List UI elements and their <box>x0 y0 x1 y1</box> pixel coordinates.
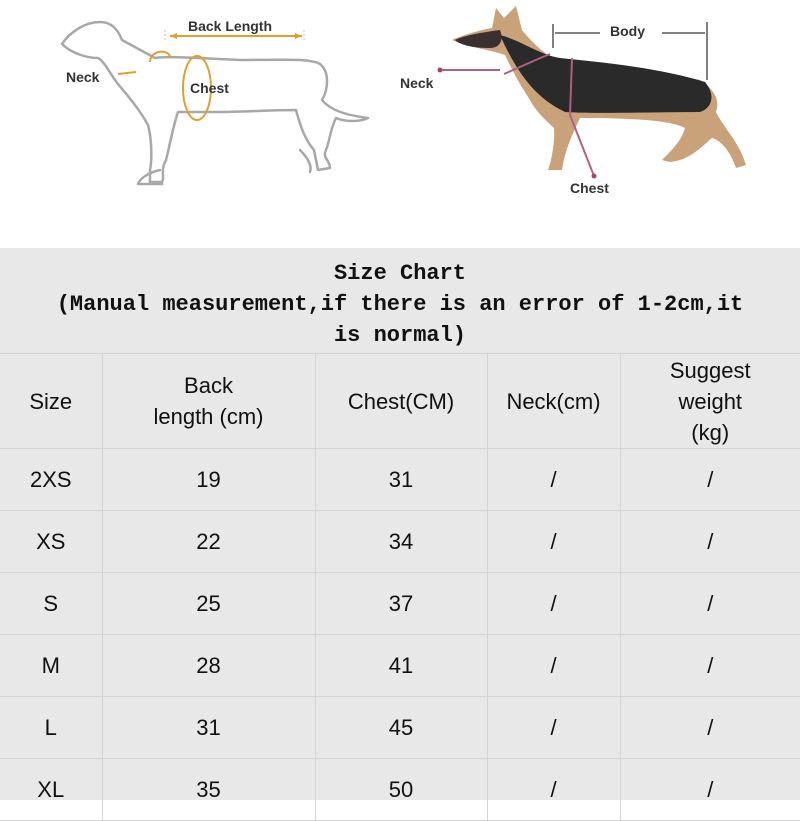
cell-weight: / <box>620 759 800 821</box>
chart-note-line2: is normal) <box>333 323 467 348</box>
table-row <box>0 573 800 635</box>
cell-back-length: 25 <box>102 573 315 635</box>
cell-chest: 31 <box>315 449 487 511</box>
cell-weight: / <box>620 573 800 635</box>
table-row <box>0 511 800 573</box>
back-length-label: Back Length <box>188 18 273 34</box>
size-table <box>0 354 800 821</box>
table-row <box>0 697 800 759</box>
cell-back-length: 35 <box>102 759 315 821</box>
cell-size: 2XS <box>0 449 102 511</box>
measurement-diagrams <box>0 0 800 248</box>
neck-label-right: Neck <box>400 75 434 91</box>
cell-weight: / <box>620 511 800 573</box>
chest-label-left: Chest <box>190 80 229 96</box>
cell-size: XL <box>0 759 102 821</box>
cell-weight: / <box>620 449 800 511</box>
cell-weight: / <box>620 635 800 697</box>
cell-neck: / <box>487 449 620 511</box>
cell-weight: / <box>620 697 800 759</box>
table-header-row <box>0 354 800 449</box>
cell-size: M <box>0 635 102 697</box>
cell-back-length: 31 <box>102 697 315 759</box>
cell-size: S <box>0 573 102 635</box>
cell-back-length: 22 <box>102 511 315 573</box>
cell-neck: / <box>487 635 620 697</box>
cell-neck: / <box>487 573 620 635</box>
header-back-length: Back length (cm) <box>102 354 315 449</box>
cell-size: L <box>0 697 102 759</box>
header-neck: Neck(cm) <box>487 354 620 449</box>
chest-label-right: Chest <box>570 180 609 196</box>
header-size: Size <box>0 354 102 449</box>
table-row <box>0 759 800 821</box>
header-weight: Suggest weight (kg) <box>620 354 800 449</box>
cell-chest: 37 <box>315 573 487 635</box>
cell-neck: / <box>487 511 620 573</box>
cell-neck: / <box>487 697 620 759</box>
cell-back-length: 19 <box>102 449 315 511</box>
cell-chest: 50 <box>315 759 487 821</box>
table-row <box>0 635 800 697</box>
body-label: Body <box>610 23 645 39</box>
table-row <box>0 449 800 511</box>
size-chart-title <box>0 248 800 354</box>
chart-title: Size Chart <box>333 261 467 286</box>
cell-chest: 41 <box>315 635 487 697</box>
neck-label-left: Neck <box>66 69 100 85</box>
chart-note-line1: (Manual measurement,if there is an error of 1-2cm,it <box>56 292 744 317</box>
cell-size: XS <box>0 511 102 573</box>
cell-back-length: 28 <box>102 635 315 697</box>
size-chart <box>0 248 800 800</box>
cell-chest: 45 <box>315 697 487 759</box>
cell-chest: 34 <box>315 511 487 573</box>
cell-neck: / <box>487 759 620 821</box>
header-chest: Chest(CM) <box>315 354 487 449</box>
